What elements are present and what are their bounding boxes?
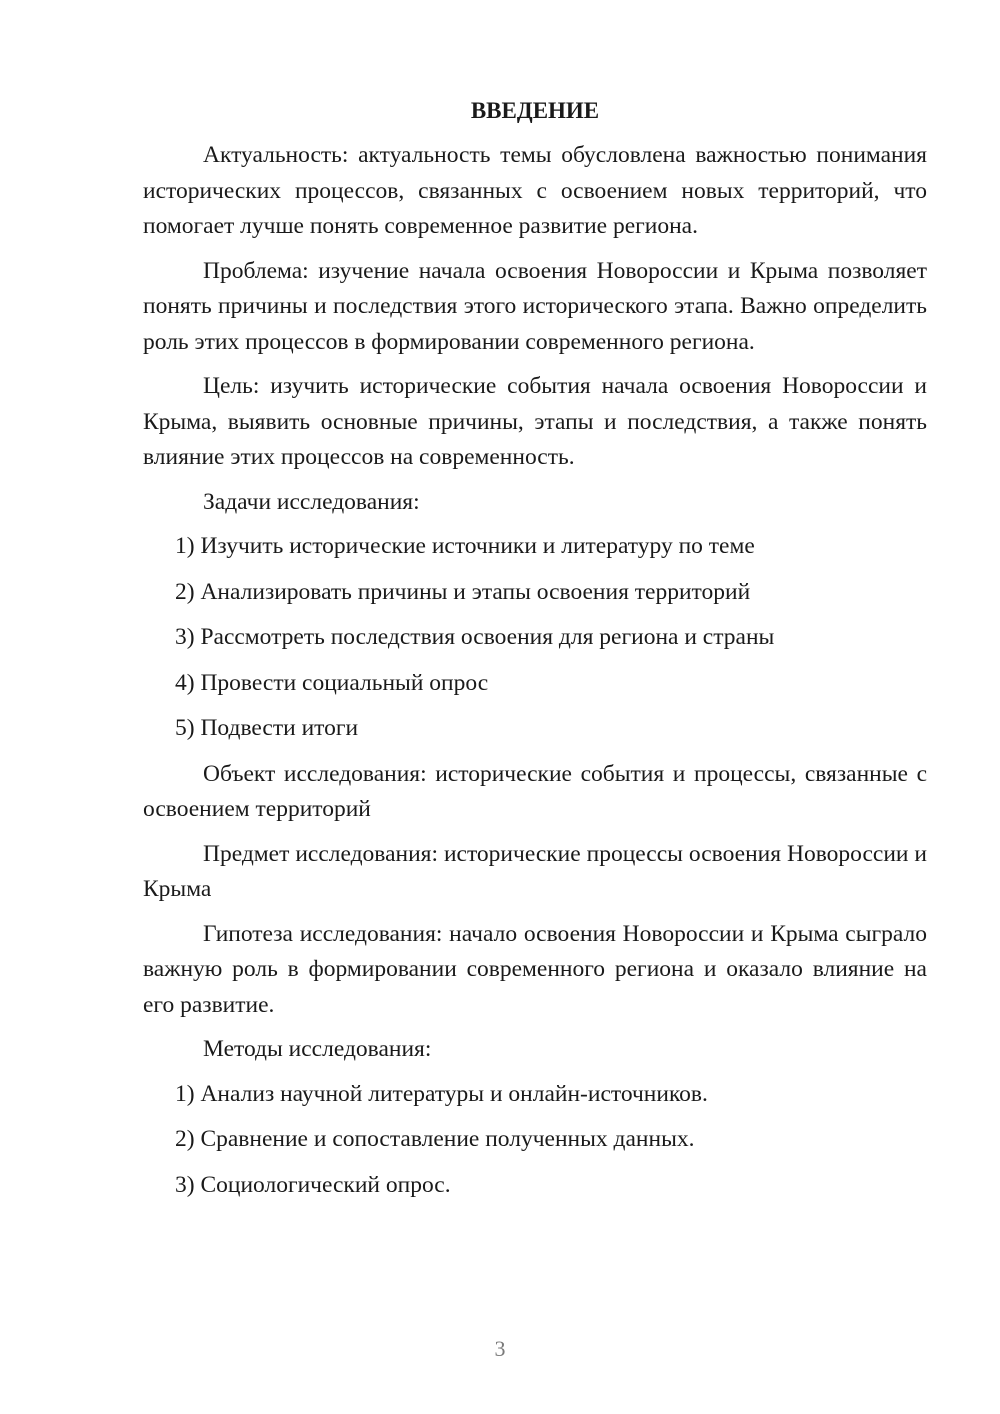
- method-item: 3) Социологический опрос.: [175, 1171, 451, 1198]
- goal-paragraph: Цель: изучить исторические события начала освоения Новороссии и Крыма, выявить основные причины, этапы и последствия, а также понять влияние этих процессов на современность.: [143, 373, 927, 470]
- section-title: ВВЕДЕНИЕ: [470, 98, 600, 123]
- method-item: 1) Анализ научной литературы и онлайн-источников.: [175, 1080, 708, 1107]
- task-item: 4) Провести социальный опрос: [175, 669, 489, 696]
- page-number: 3: [494, 1336, 506, 1361]
- task-item: 1) Изучить исторические источники и литературу по теме: [175, 533, 755, 559]
- tasks-heading: Задачи исследования:: [203, 488, 420, 515]
- relevance-paragraph: Актуальность: актуальность темы обусловлена важностью понимания исторических процессов, связанных с освоением новых территорий, что помогает лучше понять современное развитие региона.: [143, 142, 927, 239]
- task-item: 5) Подвести итоги: [175, 715, 359, 741]
- page-content: [143, 93, 927, 1213]
- hypothesis-paragraph: Гипотеза исследования: начало освоения Новороссии и Крыма сыграло важную роль в формировании современного региона и оказало влияние на его развитие.: [143, 920, 927, 1018]
- task-item: 3) Рассмотреть последствия освоения для региона и страны: [175, 624, 775, 650]
- problem-paragraph: Проблема: изучение начала освоения Новороссии и Крыма позволяет понять причины и последствия этого исторического этапа. Важно определить роль этих процессов в формировании современного региона.: [143, 257, 927, 355]
- task-item: 2) Анализировать причины и этапы освоения территорий: [175, 578, 751, 605]
- methods-heading: Методы исследования:: [203, 1036, 432, 1062]
- method-item: 2) Сравнение и сопоставление полученных данных.: [175, 1126, 695, 1152]
- subject-paragraph: Предмет исследования: исторические процессы освоения Новороссии и Крыма: [143, 840, 927, 902]
- object-paragraph: Объект исследования: исторические события и процессы, связанные с освоением территорий: [143, 760, 927, 822]
